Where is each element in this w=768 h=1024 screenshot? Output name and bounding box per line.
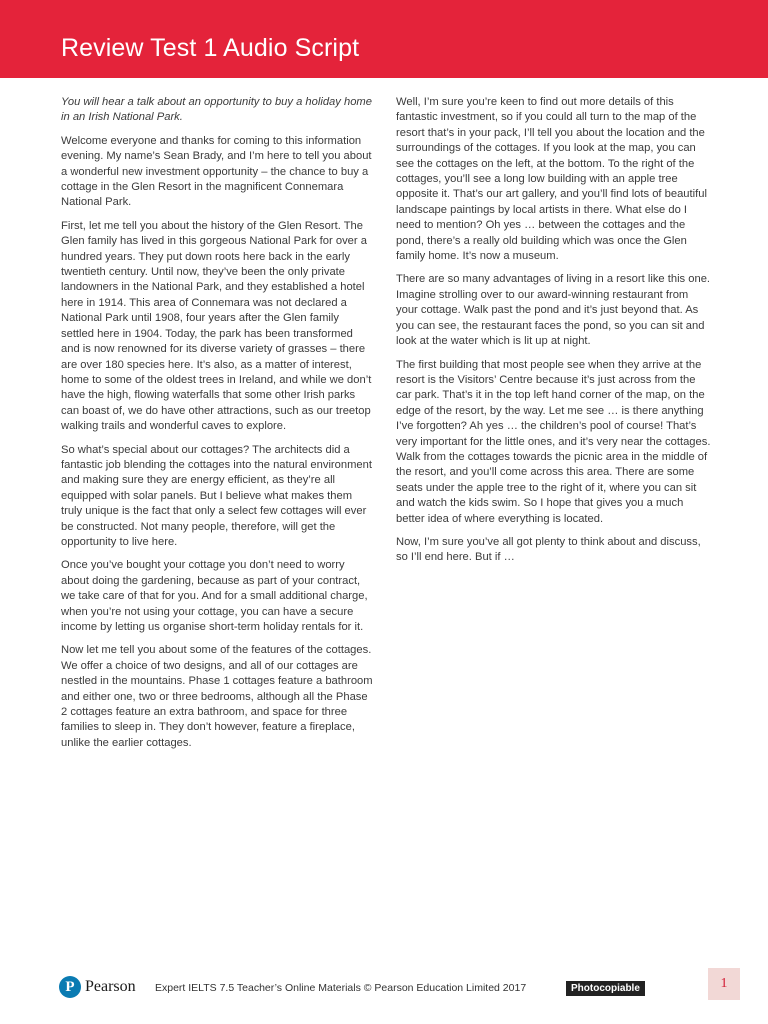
left-column [61,95,373,759]
paragraph: Once you’ve bought your cottage you don’t need to worry about doing the gardening, because as part of your contract, we take care of that for you. And for a small additional charge, when you’re not using your cottage, you can have a secure income by letting us organise short-term holiday rentals for it. [61,559,368,633]
paragraph: There are so many advantages of living in a resort like this one. Imagine strolling over to our award-winning restaurant from your cottage. Walk past the pond and it’s just beyond that. As you can see, the restaurant faces the pond, so you can sit and look at the water which is lit up at night. [396,273,711,348]
page-title: Review Test 1 Audio Script [61,34,360,62]
right-column [396,95,712,574]
paragraph: Now let me tell you about some of the features of the cottages. We offer a choice of two designs, and all of our cottages are nestled in the mountains. Phase 1 cottages feature a bathroom and either one, two or three bedrooms, although all the Phase 2 cottages feature an extra bathroom, and space for three families to sleep in. They don’t however, feature a fireplace, unlike the earlier cottages. [61,644,373,749]
copyright-text: Expert IELTS 7.5 Teacher’s Online Materials © Pearson Education Limited 2017 [155,982,527,994]
paragraph: First, let me tell you about the history of the Glen Resort. The Glen family has lived in this gorgeous National Park for over a hundred years. They put down roots here back in the early twentieth century. Until now, they’ve been the only private landowners in the National Park, and they established a hotel here in 1914. This area of Connemara was not declared a National Park until 1908, four years after the Glen family settled here in 1904. Today, the park has been transformed and is now renowned for its diverse variety of grasses – there are over 180 species here. It’s also, as a matter of interest, home to some of the oldest trees in Ireland, and while we don’t have the high, flowing waterfalls that some other Irish parks can boast of, we do have other attractions, such as our treetop walking trails and wonderful caves to explore. [61,219,372,433]
pearson-logo-icon [59,976,81,998]
pearson-logo-text: Pearson [85,978,136,995]
photocopiable-badge: Photocopiable [566,981,645,996]
paragraph: Welcome everyone and thanks for coming to this information evening. My name’s Sean Brady, and I’m here to tell you about a wonderful new investment opportunity – the chance to buy a cottage in the Glen Resort in the magnificent Connemara National Park. [61,134,372,209]
intro-paragraph: You will hear a talk about an opportunity to buy a holiday home in an Irish National Park. [61,96,372,124]
logo-letter: P [65,979,75,995]
paragraph: The first building that most people see when they arrive at the resort is the Visitors’ Centre because it’s just across from the car park. That’s it in the top left hand corner of the map, on the edge of the resort, by the way. Let me see … is there anything I’ve forgotten? Ah yes … the children’s pool of course! That’s very important for the little ones, and it’s very near the cottages. Walk from the cottages towards the picnic area in the middle of the resort, and you’ll come across this area. There are some seats under the apple tree to the right of it, where you can sit and watch the kids swim. So I hope that gives you a much better idea of where everything is located. [396,358,711,525]
paragraph: Well, I’m sure you’re keen to find out more details of this fantastic investment, so if you could all turn to the map of the resort that’s in your pack, I’ll tell you about the location and the surroundings of the cottages. If you look at the map, you can see the cottages on the left, at the bottom. To the right of the cottages, you’ll see a long low building with an apple tree opposite it. That’s our art gallery, and you’ll find lots of beautiful landscape paintings by local artists in there. What else do I need to mention? Oh yes … between the cottages and the pond, there’s a really old building which was once the Glen family home. It’s now a museum. [396,96,707,263]
paragraph: Now, I’m sure you’ve all got plenty to think about and discuss, so I’ll end here. But if … [396,535,701,564]
page-number: 1 [708,968,740,1000]
header-banner [0,0,768,78]
paragraph: So what’s special about our cottages? The architects did a fantastic job blending the cottages into the natural environment and making sure they are energy efficient, as they’re all equipped with solar panels. But I believe what makes them truly unique is the fact that only a select few cottages will ever be constructed. Not many people, therefore, will get the opportunity to live here. [61,443,372,548]
